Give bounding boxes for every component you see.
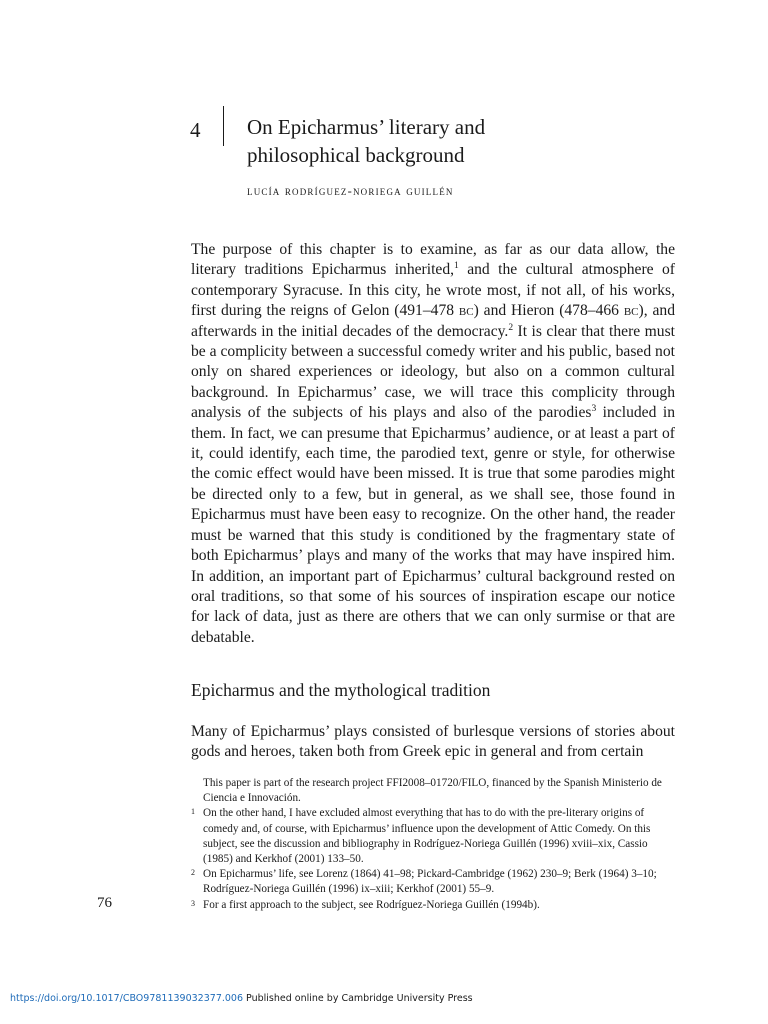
doi-link[interactable]: https://doi.org/10.1017/CBO9781139032377.006	[10, 993, 244, 1004]
intro-paragraph	[191, 240, 675, 648]
era-abbrev-2: bc	[623, 302, 639, 320]
page-number: 76	[97, 895, 112, 911]
section-text: Many of Epicharmus’ plays consisted of burlesque versions of stories about gods and heroes, taken both from Greek epic in general and from certain	[191, 723, 675, 761]
chapter-author: lucía rodríguez-noriega guillén	[247, 184, 454, 198]
chapter-number: 4	[190, 118, 201, 142]
chapter-title-line-1: On Epicharmus’ literary and	[247, 115, 486, 139]
section-paragraph	[191, 722, 675, 763]
intro-text-4: ), and afterwards in the initial decades of the democracy.	[191, 302, 675, 340]
footnote-ref-1[interactable]: 1	[454, 261, 459, 272]
footnote-mark: 3	[191, 898, 195, 908]
footnote-text: On Epicharmus’ life, see Lorenz (1864) 41–98; Pickard-Cambridge (1962) 230–9; Berk (1964) 3–10; Rodríguez-Noriega Guillén (1996) ix–xiii; Kerkhof (2001) 55–9.	[203, 868, 657, 896]
era-abbrev-1: bc	[458, 302, 474, 320]
intro-text-1: The purpose of this chapter is to examine, as far as our data allow, the literary traditions Epicharmus inherited,	[191, 241, 675, 279]
intro-text-5: It is clear that there must be a complicity between a successful comedy writer and his public, based not only on shared experiences or ideology, but also on a common cultural background. In Epicharmus’ case, we will trace this complicity through analysis of the subjects of his plays and also of the parodies	[191, 322, 675, 422]
footnote-ref-2[interactable]: 2	[508, 322, 514, 333]
footnote-mark: 2	[191, 868, 195, 878]
published-note: Published online by Cambridge University Press	[243, 993, 473, 1004]
footnote-unnumbered-text: This paper is part of the research project FFI2008–01720/FILO, financed by the Spanish Ministerio de Ciencia e Innovación.	[203, 777, 662, 805]
chapter-title-line-2: philosophical background	[247, 143, 465, 167]
footnote-text: On the other hand, I have excluded almost everything that has to do with the pre-literary origins of comedy and, of course, with Epicharmus’ influence upon the development of Attic Comedy. On this subject, see the discussion and bibliography in Rodríguez-Noriega Guillén (1996) xviii–xix, Cassio (1985) and Kerkhof (2001) 133–50.	[203, 807, 651, 866]
intro-text-6: included in them. In fact, we can presume that Epicharmus’ audience, or at least a part of it, could identify, each time, the parodied text, genre or style, for otherwise the comic effect would have been missed. It is true that some parodies might be directed only to a few, but in general, as we shall see, those found in Epicharmus must have been easy to recognize. On the other hand, the reader must be warned that this study is conditioned by the fragmentary state of both Epicharmus’ plays and many of the works that may have inspired him. In addition, an important part of Epicharmus’ cultural background rested on oral traditions, so that some of his sources of inspiration escape our notice for lack of data, just as there are others that we can only surmise or that are debatable.	[191, 404, 675, 646]
intro-text-3: ) and Hieron (478–466	[473, 302, 624, 320]
section-heading: Epicharmus and the mythological tradition	[191, 680, 491, 700]
footnote-ref-3[interactable]: 3	[591, 404, 597, 415]
chapter-title	[247, 113, 667, 169]
intro-text-2: and the cultural atmosphere of contemporary Syracuse. In this city, he wrote most, if not all, of his works, first during the reigns of Gelon (491–478	[191, 261, 675, 320]
footnotes	[191, 776, 675, 913]
footnote-1	[191, 806, 675, 867]
publication-footer	[10, 993, 473, 1004]
footnote-3	[191, 898, 675, 913]
footnote-2	[191, 867, 675, 897]
footnote-text: For a first approach to the subject, see Rodríguez-Noriega Guillén (1994b).	[203, 898, 540, 911]
chapter-divider	[223, 106, 224, 146]
footnote-unnumbered	[191, 776, 675, 806]
footnote-mark: 1	[191, 807, 195, 817]
